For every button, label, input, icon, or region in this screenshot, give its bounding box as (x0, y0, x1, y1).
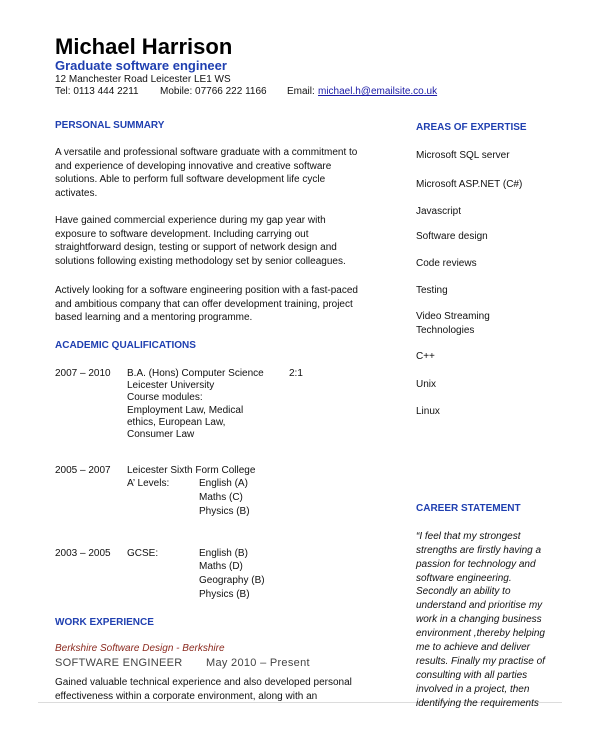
module-line: Employment Law, Medical (127, 405, 244, 416)
qualification-dates: 2005 – 2007 (55, 465, 111, 476)
expertise-item: Microsoft SQL server (416, 150, 510, 161)
expertise-item: Code reviews (416, 258, 477, 269)
career-statement-line: environment ,thereby helping (416, 628, 545, 639)
career-statement-line: me to achieve and deliver (416, 642, 530, 653)
work-experience-heading: WORK EXPERIENCE (55, 617, 154, 628)
subject-grade: Maths (D) (199, 561, 243, 572)
career-statement-line: Secondly an ability to (416, 586, 511, 597)
module-line: ethics, European Law, (127, 417, 226, 428)
institution: Leicester University (127, 380, 215, 391)
candidate-subtitle: Graduate software engineer (55, 58, 227, 73)
mobile: Mobile: 07766 222 1166 (160, 86, 267, 97)
company-name: Berkshire Software Design - Berkshire (55, 643, 225, 654)
subject-grade: Physics (B) (199, 589, 250, 600)
summary-paragraph-1: A versatile and professional software graduate with a commitment to and experience of developing innovative and creative software solutions. Able to perform full software development life cycle activates. (55, 147, 358, 199)
career-statement-line: understand and prioritise my (416, 600, 543, 611)
personal-summary-heading: PERSONAL SUMMARY (55, 120, 165, 131)
job-description-line: Gained valuable technical experience and also developed personal (55, 677, 352, 688)
degree-grade: 2:1 (289, 368, 303, 379)
college-name: Leicester Sixth Form College (127, 465, 256, 476)
qualification-dates: 2003 – 2005 (55, 548, 111, 559)
subject-grade: English (B) (199, 548, 248, 559)
a-levels-label: A’ Levels: (127, 478, 170, 489)
module-line: Consumer Law (127, 429, 195, 440)
expertise-item: Testing (416, 285, 448, 296)
expertise-item-continued: Technologies (416, 325, 475, 336)
subject-grade: Geography (B) (199, 575, 265, 586)
expertise-item: Software design (416, 231, 488, 242)
career-statement-line: involved in a project, then (416, 684, 530, 695)
academic-heading: ACADEMIC QUALIFICATIONS (55, 340, 196, 351)
career-statement-line: work in a changing business (416, 614, 542, 625)
career-statement-line: results. Finally my practise of (416, 656, 545, 667)
summary-paragraph-2: Have gained commercial experience during my gap year with exposure to software development. Including carrying out straightforward design, testing or support of network design and solutions following existing methodology set by senior colleagues. (55, 215, 346, 267)
expertise-item: Unix (416, 379, 437, 390)
career-statement-line: consulting with all parties (416, 670, 528, 681)
email-link[interactable]: michael.h@emailsite.co.uk (318, 86, 438, 97)
gcse-label: GCSE: (127, 548, 159, 559)
career-statement-line: software engineering. (416, 573, 512, 584)
areas-of-expertise-heading: AREAS OF EXPERTISE (416, 122, 527, 133)
subject-grade: Maths (C) (199, 492, 243, 503)
summary-paragraph-3: Actively looking for a software engineering position with a fast-paced and ambitious company that can offer development training, project based learning and a mentoring programme. (55, 285, 358, 323)
job-title: SOFTWARE ENGINEER (55, 657, 183, 669)
email-label: Email: (287, 86, 315, 97)
telephone: Tel: 0113 444 2211 (55, 86, 139, 97)
job-description-line: effectiveness within a corporate environment, along with an (55, 691, 318, 702)
career-statement-line: identifying the requirements (416, 698, 539, 709)
subject-grade: English (A) (199, 478, 248, 489)
expertise-item: C++ (416, 351, 435, 362)
candidate-name: Michael Harrison (55, 34, 233, 59)
address: 12 Manchester Road Leicester LE1 WS (55, 74, 231, 85)
expertise-item: Linux (416, 406, 440, 417)
expertise-item: Microsoft ASP.NET (C#) (416, 179, 523, 190)
expertise-item: Javascript (416, 206, 462, 217)
expertise-item: Video Streaming (416, 311, 490, 322)
modules-label: Course modules: (127, 392, 203, 403)
career-statement-line: passion for technology and (416, 559, 536, 570)
qualification-dates: 2007 – 2010 (55, 368, 111, 379)
job-dates: May 2010 – Present (206, 657, 310, 669)
career-statement-line: strengths are firstly having a (416, 545, 542, 556)
subject-grade: Physics (B) (199, 506, 250, 517)
career-statement-heading: CAREER STATEMENT (416, 503, 521, 514)
degree-title: B.A. (Hons) Computer Science (127, 368, 264, 379)
career-statement-line: “I feel that my strongest (416, 531, 521, 542)
